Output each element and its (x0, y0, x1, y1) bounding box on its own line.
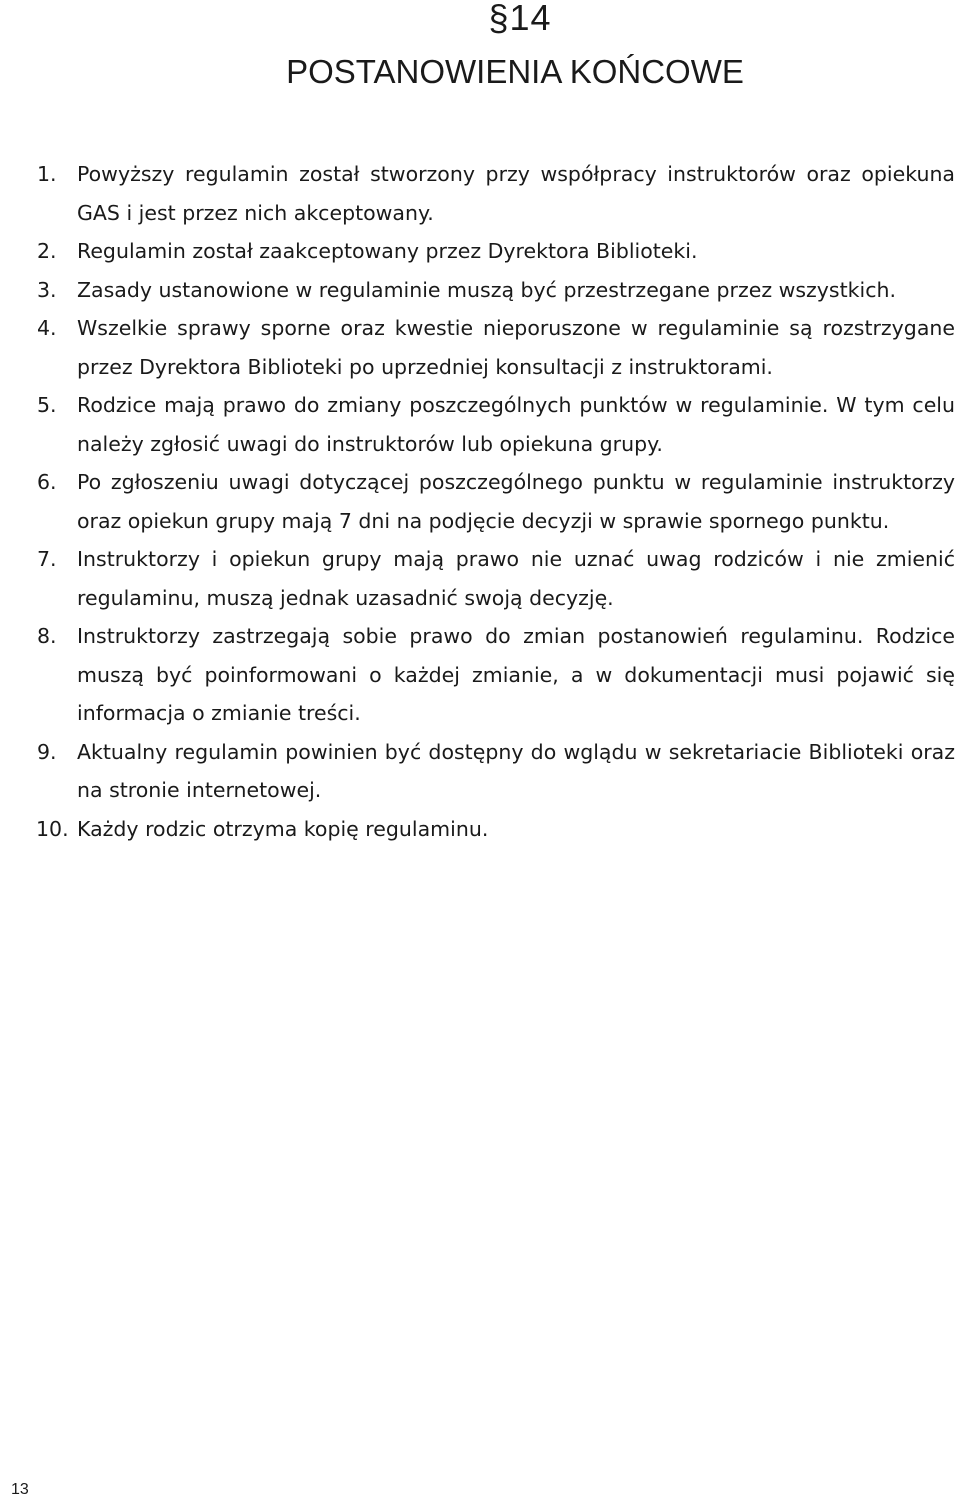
list-item-number: 9. (37, 739, 57, 764)
list-item (37, 386, 955, 463)
list-item (37, 155, 955, 232)
list-item-text: Instruktorzy zastrzegają sobie prawo do zmian postanowień regulaminu. Rodzice muszą być poinformowani o każdej zmianie, a w dokumentacji musi pojawić się informacja o zmianie treści. (77, 624, 955, 725)
list-item (37, 810, 955, 849)
list-item-number: 6. (37, 470, 57, 494)
list-item-number: 5. (37, 393, 57, 417)
list-item-number: 2. (37, 239, 57, 263)
list-item-text: Regulamin został zaakceptowany przez Dyrektora Biblioteki. (77, 239, 698, 263)
list-item-text: Powyższy regulamin został stworzony przy współpracy instruktorów oraz opiekuna GAS i jest przez nich akceptowany. (77, 162, 955, 225)
list-item-text: Wszelkie sprawy sporne oraz kwestie nieporuszone w regulaminie są rozstrzygane przez Dyrektora Biblioteki po uprzedniej konsultacji z instruktorami. (77, 316, 955, 379)
list-item (37, 617, 955, 733)
list-item-number: 7. (37, 547, 57, 571)
list-item-number: 10. (36, 816, 69, 841)
section-title: POSTANOWIENIA KOŃCOWE (286, 53, 744, 90)
list-item-number: 3. (37, 277, 57, 302)
list-item-text: Każdy rodzic otrzyma kopię regulaminu. (77, 816, 489, 841)
list-item-text: Po zgłoszeniu uwagi dotyczącej poszczególnego punktu w regulaminie instruktorzy oraz opiekun grupy mają 7 dni na podjęcie decyzji w sprawie spornego punktu. (77, 470, 955, 533)
list-item-number: 8. (37, 624, 57, 648)
section-number: §14 (488, 0, 552, 38)
list-item (37, 271, 955, 310)
list-item-text: Instruktorzy i opiekun grupy mają prawo nie uznać uwag rodziców i nie zmienić regulaminu, muszą jednak uzasadnić swoją decyzję. (77, 547, 955, 610)
list-item-text: Rodzice mają prawo do zmiany poszczególnych punktów w regulaminie. W tym celu należy zgłosić uwagi do instruktorów lub opiekuna grupy. (77, 393, 955, 456)
list-item (37, 232, 955, 271)
list-item (37, 540, 955, 617)
list-item-text: Aktualny regulamin powinien być dostępny do wglądu w sekretariacie Biblioteki oraz na stronie internetowej. (77, 739, 955, 802)
list-item (37, 733, 955, 810)
page-number: 13 (11, 1481, 29, 1498)
list-item-number: 1. (37, 162, 57, 186)
list-item-number: 4. (37, 316, 57, 340)
list-item-text: Zasady ustanowione w regulaminie muszą być przestrzegane przez wszystkich. (77, 277, 896, 302)
rules-list (37, 155, 955, 848)
list-item (37, 309, 955, 386)
list-item (37, 463, 955, 540)
